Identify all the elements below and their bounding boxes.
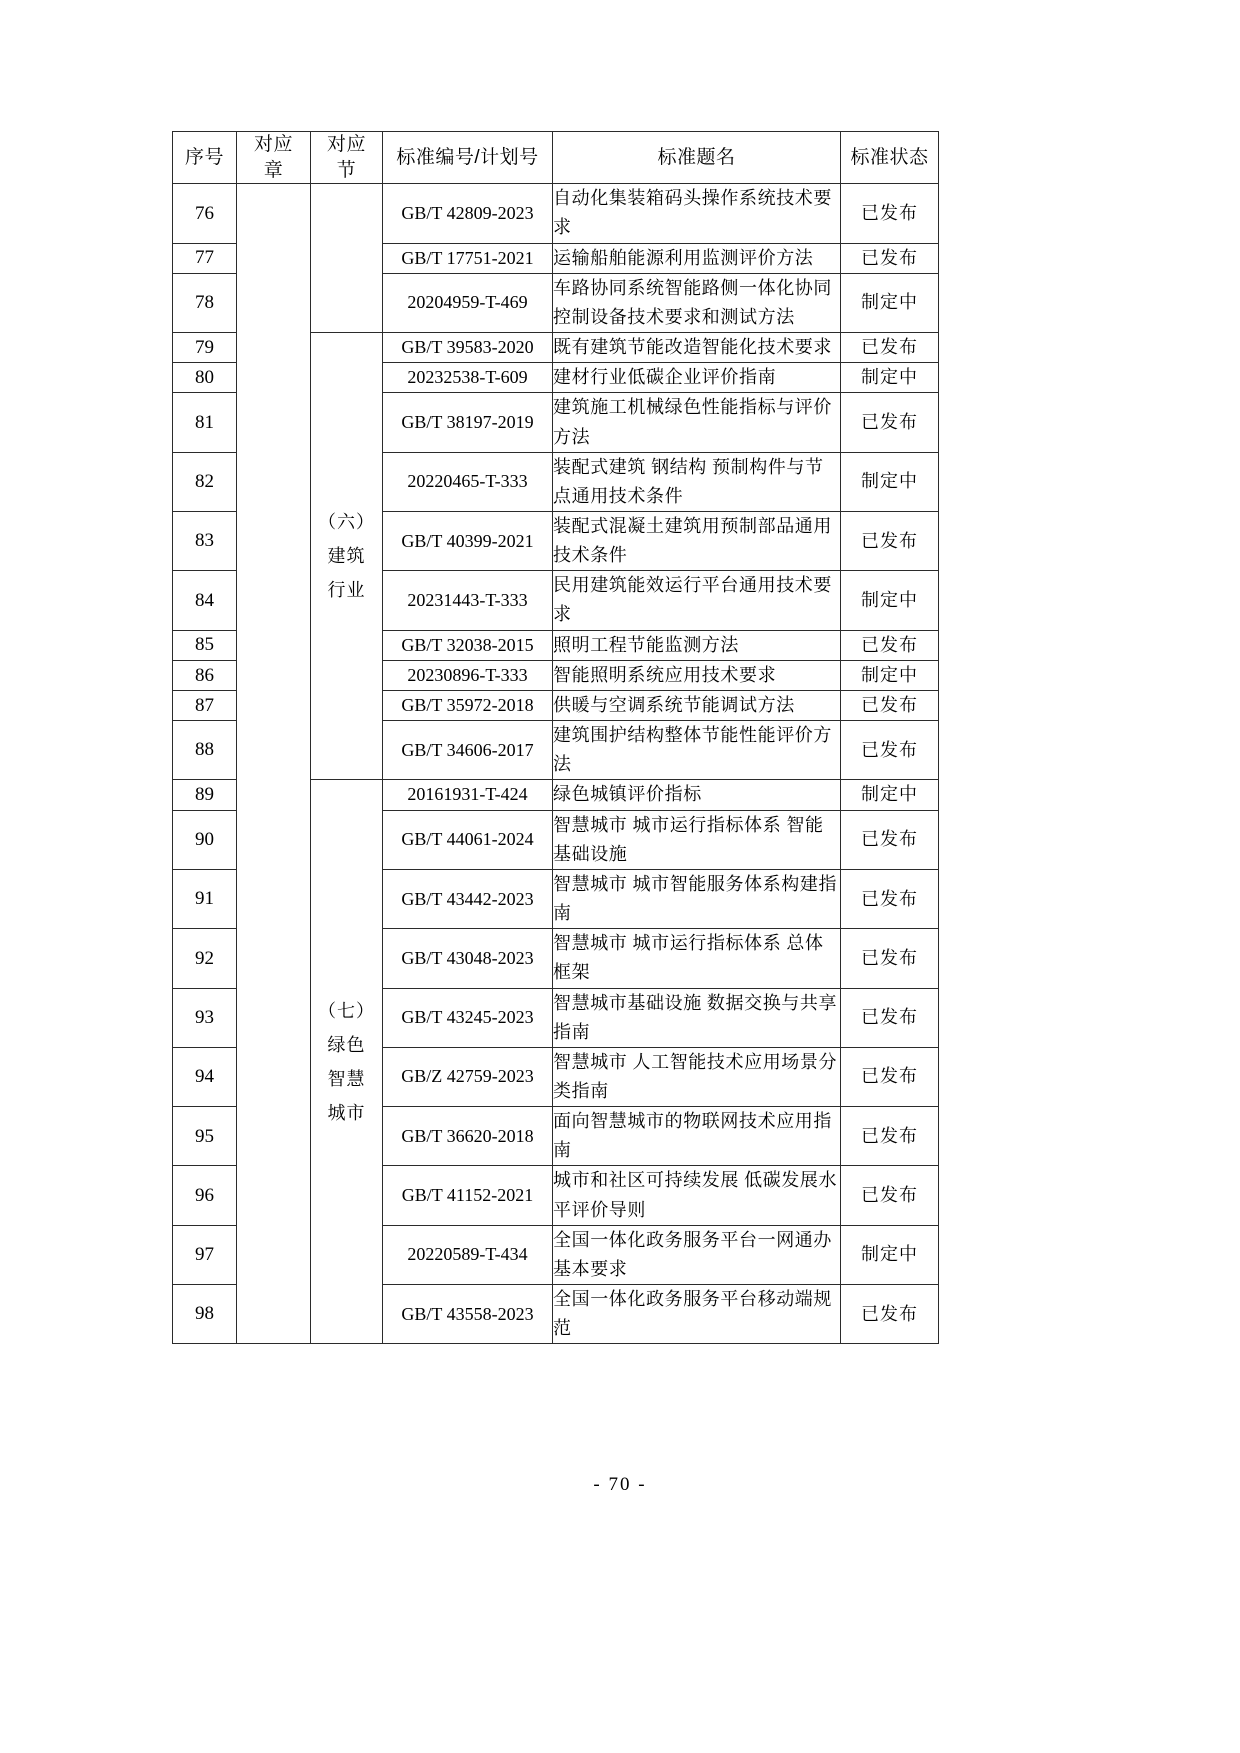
cell-sequence-number: 96 [173,1166,237,1225]
cell-sequence-number: 90 [173,810,237,869]
cell-standard-code: GB/T 39583-2020 [383,333,553,363]
cell-sequence-number: 87 [173,690,237,720]
cell-standard-state: 已发布 [841,690,939,720]
cell-standard-code: GB/T 43048-2023 [383,929,553,988]
section-group-label-line: （七） [318,1000,375,1021]
cell-standard-code: 20220589-T-434 [383,1225,553,1284]
cell-standard-title: 照明工程节能监测方法 [553,630,841,660]
column-header-chapter-line1: 对应 [253,134,293,155]
cell-standard-code: 20231443-T-333 [383,571,553,630]
cell-standard-title: 智慧城市 城市智能服务体系构建指南 [553,869,841,928]
cell-sequence-number: 94 [173,1047,237,1106]
cell-standard-code: GB/T 36620-2018 [383,1107,553,1166]
cell-standard-state: 已发布 [841,184,939,243]
cell-standard-code: GB/T 42809-2023 [383,184,553,243]
cell-standard-code: 20230896-T-333 [383,660,553,690]
header-row [173,132,939,184]
column-header-code: 标准编号/计划号 [383,132,553,184]
cell-standard-state: 已发布 [841,810,939,869]
cell-standard-code: 20220465-T-333 [383,452,553,511]
cell-standard-state: 已发布 [841,243,939,273]
table-header [173,132,939,184]
cell-standard-code: GB/T 43558-2023 [383,1285,553,1344]
cell-standard-code: GB/T 17751-2021 [383,243,553,273]
cell-standard-state: 已发布 [841,333,939,363]
cell-standard-state: 已发布 [841,929,939,988]
cell-standard-state: 已发布 [841,869,939,928]
cell-standard-title: 供暖与空调系统节能调试方法 [553,690,841,720]
cell-standard-state: 制定中 [841,273,939,332]
cell-standard-title: 全国一体化政务服务平台一网通办基本要求 [553,1225,841,1284]
cell-standard-title: 城市和社区可持续发展 低碳发展水平评价导则 [553,1166,841,1225]
cell-standard-title: 智能照明系统应用技术要求 [553,660,841,690]
cell-standard-title: 智慧城市 城市运行指标体系 总体框架 [553,929,841,988]
cell-standard-title: 绿色城镇评价指标 [553,780,841,810]
cell-standard-title: 智慧城市基础设施 数据交换与共享指南 [553,988,841,1047]
cell-sequence-number: 89 [173,780,237,810]
cell-standard-state: 制定中 [841,1225,939,1284]
cell-standard-code: GB/T 43442-2023 [383,869,553,928]
cell-standard-title: 装配式建筑 钢结构 预制构件与节点通用技术条件 [553,452,841,511]
column-header-chapter [237,132,311,184]
section-group-label-line: 城市 [327,1103,366,1124]
cell-sequence-number: 83 [173,512,237,571]
table-row [173,184,939,243]
cell-standard-code: GB/Z 42759-2023 [383,1047,553,1106]
section-group-label-line: （六） [318,511,375,532]
cell-standard-state: 已发布 [841,721,939,780]
column-header-chapter-line2: 章 [263,159,284,181]
cell-standard-state: 已发布 [841,630,939,660]
cell-standard-state: 已发布 [841,512,939,571]
cell-standard-code: 20232538-T-609 [383,363,553,393]
cell-standard-title: 建筑施工机械绿色性能指标与评价方法 [553,393,841,452]
cell-sequence-number: 81 [173,393,237,452]
cell-standard-title: 面向智慧城市的物联网技术应用指南 [553,1107,841,1166]
cell-standard-title: 智慧城市 城市运行指标体系 智能基础设施 [553,810,841,869]
cell-standard-code: 20204959-T-469 [383,273,553,332]
cell-standard-code: GB/T 35972-2018 [383,690,553,720]
cell-sequence-number: 82 [173,452,237,511]
cell-standard-title: 自动化集装箱码头操作系统技术要求 [553,184,841,243]
cell-standard-title: 建筑围护结构整体节能性能评价方法 [553,721,841,780]
column-header-section-line1: 对应 [326,134,366,155]
cell-sequence-number: 86 [173,660,237,690]
cell-sequence-number: 93 [173,988,237,1047]
cell-sequence-number: 76 [173,184,237,243]
cell-standard-state: 制定中 [841,571,939,630]
cell-chapter [237,184,311,1344]
cell-standard-title: 车路协同系统智能路侧一体化协同控制设备技术要求和测试方法 [553,273,841,332]
cell-standard-title: 民用建筑能效运行平台通用技术要求 [553,571,841,630]
cell-standard-title: 全国一体化政务服务平台移动端规范 [553,1285,841,1344]
cell-standard-title: 装配式混凝土建筑用预制部品通用技术条件 [553,512,841,571]
cell-standard-code: 20161931-T-424 [383,780,553,810]
cell-standard-title: 运输船舶能源利用监测评价方法 [553,243,841,273]
cell-sequence-number: 79 [173,333,237,363]
cell-standard-state: 已发布 [841,988,939,1047]
cell-sequence-number: 95 [173,1107,237,1166]
section-group-label-line: 建筑 [327,546,366,567]
cell-standard-code: GB/T 44061-2024 [383,810,553,869]
cell-standard-code: GB/T 43245-2023 [383,988,553,1047]
column-header-title: 标准题名 [553,132,841,184]
cell-standard-state: 制定中 [841,363,939,393]
section-group-label-line: 绿色 [327,1034,366,1055]
cell-standard-state: 制定中 [841,452,939,511]
cell-sequence-number: 98 [173,1285,237,1344]
table-body [173,184,939,1344]
cell-standard-title: 建材行业低碳企业评价指南 [553,363,841,393]
standards-table-container [172,131,938,1344]
cell-sequence-number: 91 [173,869,237,928]
cell-standard-state: 已发布 [841,1166,939,1225]
cell-standard-state: 已发布 [841,1107,939,1166]
column-header-state: 标准状态 [841,132,939,184]
cell-sequence-number: 97 [173,1225,237,1284]
cell-sequence-number: 88 [173,721,237,780]
cell-standard-code: GB/T 41152-2021 [383,1166,553,1225]
column-header-section [311,132,383,184]
cell-section-group [311,184,383,333]
cell-sequence-number: 78 [173,273,237,332]
cell-standard-state: 已发布 [841,1285,939,1344]
section-group-label-line: 行业 [327,580,366,601]
page-footer: - 70 - [593,1474,647,1495]
standards-table [172,131,939,1344]
cell-standard-code: GB/T 32038-2015 [383,630,553,660]
cell-standard-state: 已发布 [841,393,939,452]
cell-sequence-number: 77 [173,243,237,273]
cell-standard-code: GB/T 34606-2017 [383,721,553,780]
cell-sequence-number: 92 [173,929,237,988]
column-header-seq: 序号 [173,132,237,184]
cell-standard-state: 制定中 [841,780,939,810]
cell-section-group [311,333,383,780]
cell-sequence-number: 85 [173,630,237,660]
cell-standard-state: 已发布 [841,1047,939,1106]
column-header-section-line2: 节 [336,159,357,181]
cell-sequence-number: 80 [173,363,237,393]
cell-standard-state: 制定中 [841,660,939,690]
section-group-label-line: 智慧 [327,1068,366,1089]
cell-standard-title: 既有建筑节能改造智能化技术要求 [553,333,841,363]
cell-standard-title: 智慧城市 人工智能技术应用场景分类指南 [553,1047,841,1106]
cell-standard-code: GB/T 38197-2019 [383,393,553,452]
cell-standard-code: GB/T 40399-2021 [383,512,553,571]
cell-sequence-number: 84 [173,571,237,630]
cell-section-group [311,780,383,1344]
